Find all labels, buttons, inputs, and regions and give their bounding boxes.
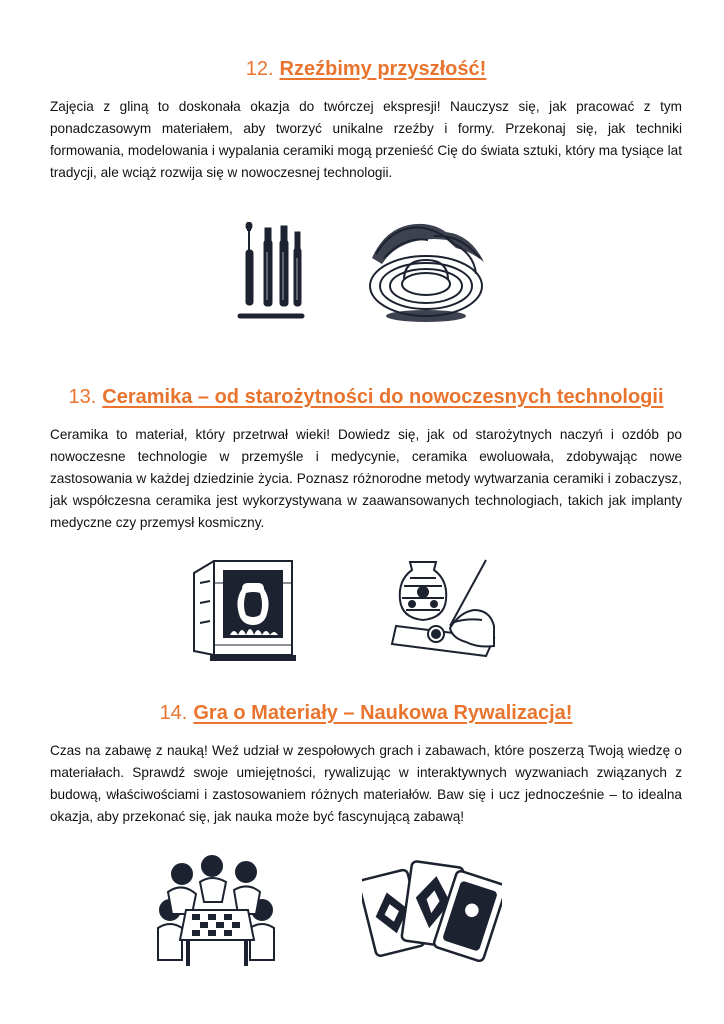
section-13-title (50, 384, 682, 410)
group-board-game-icon (156, 852, 276, 970)
section-14-text: Czas na zabawę z nauką! Weź udział w zespołowych grach i zabawach, które poszerzą Twoją wiedzę o materiałach. Sprawdź swoje umiejętności, rywalizując w interaktywnych wyzwaniach związanych z budową, właściwościami i zastosowaniem różnych materiałów. Baw się i ucz jednocześnie – to idealna okazja, aby przekonać się, jak nauka może być fascynującą zabawą! (50, 743, 682, 824)
section-14-title (50, 700, 682, 726)
vase-painting-icon (390, 556, 500, 660)
section-12-text: Zajęcia z gliną to doskonała okazja do twórczej ekspresji! Nauczysz się, jak pracować z tym ponadczasowym materiałem, aby tworzyć unikalne rzeźby i formy. Przekonaj się, jak techniki formowania, modelowania i wypalania ceramiki mogą przenieść Cię do świata sztuki, który ma tysiące lat tradycji, ale wciąż rozwija się w nowoczesnej technologii. (50, 99, 682, 180)
section-12-number: 12. (245, 58, 274, 80)
section-13-heading: Ceramika – od starożytności do nowoczesnych technologii (102, 386, 664, 408)
pottery-wheel-hands-icon (364, 214, 490, 326)
section-13-text: Ceramika to materiał, który przetrwał wieki! Dowiedz się, jak od starożytnych naczyń i ozdób po nowoczesne technologie w przemyśle i medycynie, ceramika ewoluowała, zdobywając nowe zastosowania w każdej dziedzinie życia. Poznasz różnorodne metody wytwarzania ceramiki i zobaczysz, jak współczesna ceramika jest wykorzystywana w zaawansowanych technologiach, takich jak implanty medyczne czy przemysł kosmiczny. (50, 427, 682, 530)
section-14-heading: Gra o Materiały – Naukowa Rywalizacja! (193, 702, 573, 724)
section-13 (50, 384, 682, 534)
kiln-furnace-icon (190, 553, 300, 663)
sculpting-tools-icon (236, 222, 306, 324)
section-14 (50, 700, 682, 828)
section-13-number: 13. (68, 386, 97, 408)
section-12-title (50, 56, 682, 82)
section-12-heading: Rzeźbimy przyszłość! (279, 58, 487, 80)
section-12 (50, 56, 682, 184)
playing-cards-icon (362, 858, 502, 964)
section-14-number: 14. (159, 702, 188, 724)
